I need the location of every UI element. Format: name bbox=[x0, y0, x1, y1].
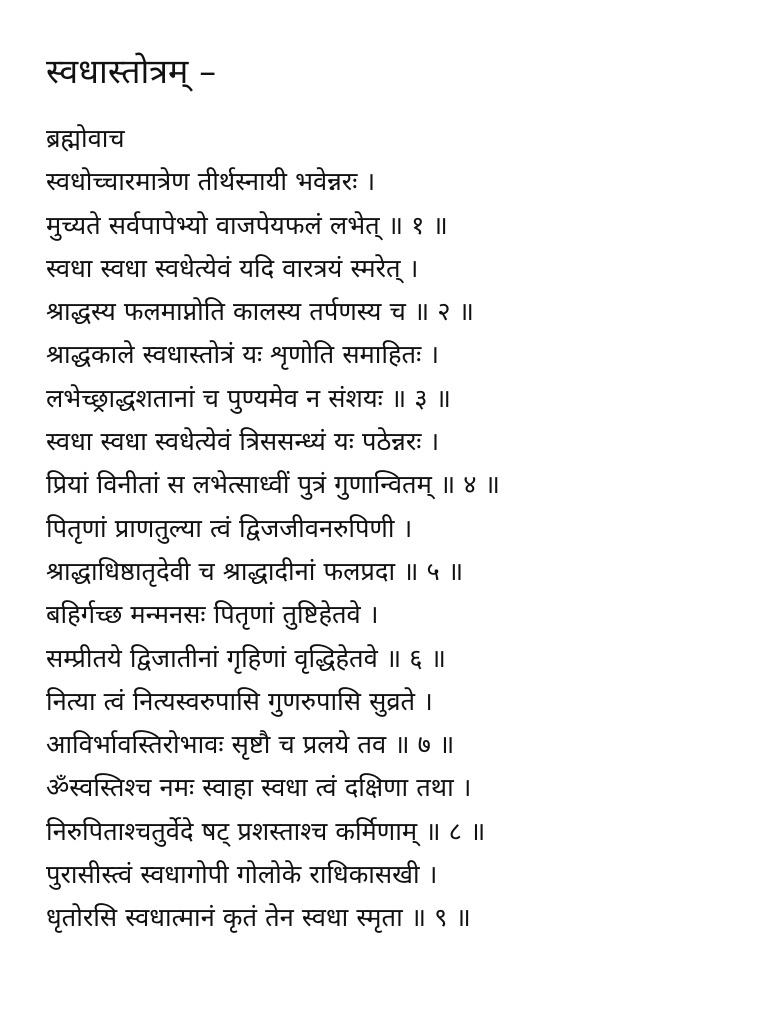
verse-5-line-1: पितृणां प्राणतुल्या त्वं द्विजजीवनरुपिणी । bbox=[46, 513, 413, 544]
verse-9-line-2: धृतोरसि स्वधात्मानं कृतं तेन स्वधा स्मृता ॥ ९ ॥ bbox=[46, 903, 471, 934]
verse-6-line-2: सम्प्रीतये द्विजातीनां गृहिणां वृद्धिहेतवे ॥ ६ ॥ bbox=[46, 643, 446, 674]
stotram-text bbox=[46, 119, 746, 942]
verse-7-line-1: नित्या त्वं नित्यस्वरुपासि गुणरुपासि सुव्रते । bbox=[46, 686, 433, 717]
verse-4-line-1: स्वधा स्वधा स्वधेत्येवं त्रिससन्ध्यं यः पठेन्नरः । bbox=[46, 427, 440, 458]
verse-8-line-1: ॐस्वस्तिश्च नमः स्वाहा स्वधा त्वं दक्षिणा तथा । bbox=[46, 773, 472, 804]
page-title: स्वधास्तोत्रम् – bbox=[46, 52, 217, 92]
verse-4-line-2: प्रियां विनीतां स लभेत्साध्वीं पुत्रं गुणान्वितम् ॥ ४ ॥ bbox=[46, 470, 500, 501]
verse-9-line-1: पुरासीस्त्वं स्वधागोपी गोलोके राधिकासखी । bbox=[46, 860, 438, 891]
verse-8-line-2: निरुपिताश्चतुर्वेदे षट् प्रशस्ताश्च कर्मिणाम् ॥ ८ ॥ bbox=[46, 816, 486, 847]
verse-2-line-1: स्वधा स्वधा स्वधेत्येवं यदि वारत्रयं स्मरेत् । bbox=[46, 253, 419, 284]
verse-6-line-1: बहिर्गच्छ मन्मनसः पितृणां तुष्टिहेतवे । bbox=[46, 600, 379, 631]
verse-1-line-2: मुच्यते सर्वपापेभ्यो वाजपेयफलं लभेत् ॥ १ ॥ bbox=[46, 210, 448, 241]
verse-2-line-2: श्राद्धस्य फलमाप्नोति कालस्य तर्पणस्य च ॥ २ ॥ bbox=[46, 297, 474, 328]
verse-3-line-1: श्राद्धकाले स्वधास्तोत्रं यः शृणोति समाहितः । bbox=[46, 340, 440, 371]
verse-5-line-2: श्राद्धाधिष्ठातृदेवी च श्राद्धादीनां फलप्रदा ॥ ५ ॥ bbox=[46, 556, 464, 587]
verse-7-line-2: आविर्भावस्तिरोभावः सृष्टौ च प्रलये तव ॥ ७ ॥ bbox=[46, 730, 455, 761]
verse-1-line-1: स्वधोच्चारमात्रेण तीर्थस्नायी भवेन्नरः । bbox=[46, 167, 376, 198]
verse-3-line-2: लभेच्छ्राद्धशतानां च पुण्यमेव न संशयः ॥ ३ ॥ bbox=[46, 383, 451, 414]
speaker-line: ब्रह्मोवाच bbox=[46, 124, 125, 154]
